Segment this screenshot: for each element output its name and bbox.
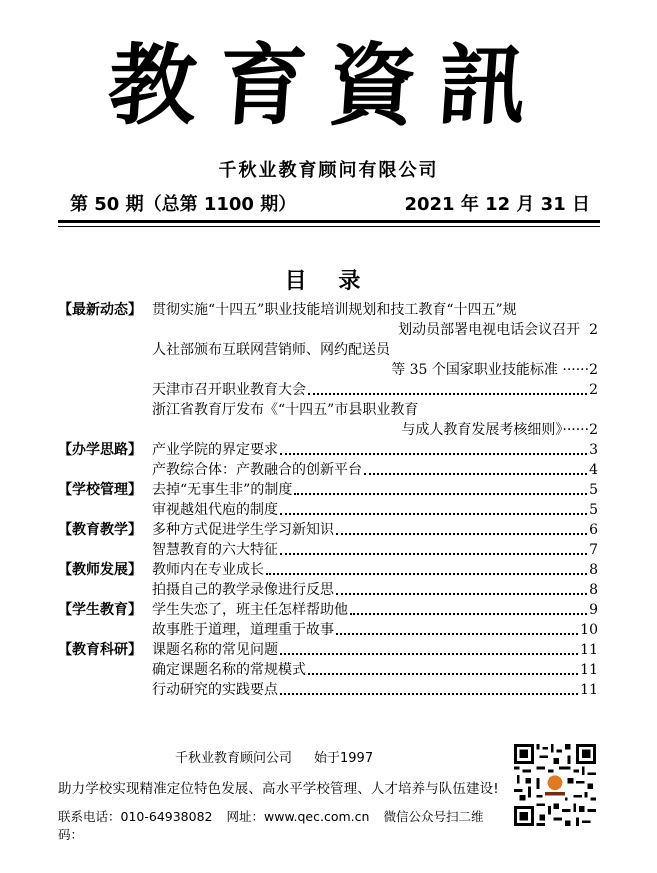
toc-item[interactable]	[152, 500, 598, 520]
toc-item-title: 学生失恋了，班主任怎样帮助他	[152, 602, 348, 618]
toc-category: 【学生教育】	[58, 602, 142, 618]
toc-item-title: 课题名称的常见问题	[152, 642, 278, 658]
toc-item-title: 去掉“无事生非”的制度	[152, 482, 293, 498]
footer-slogan: 助力学校实现精准定位特色发展、高水平学校管理、人才培养与队伍建设!	[58, 781, 499, 797]
toc-item[interactable]	[152, 560, 598, 580]
toc-item[interactable]	[152, 480, 598, 500]
masthead-title: 教育資訊	[104, 33, 553, 137]
toc-page: 2	[589, 422, 598, 438]
toc-page: 11	[580, 682, 598, 698]
toc-item-title: 天津市召开职业教育大会	[152, 382, 306, 398]
toc-item[interactable]	[152, 680, 598, 700]
toc-row	[58, 640, 598, 660]
toc-page: 2	[589, 322, 598, 338]
toc-row	[58, 480, 598, 500]
toc-title: 目 录	[284, 269, 373, 294]
toc-item[interactable]	[152, 600, 598, 620]
toc-item[interactable]	[152, 580, 598, 600]
toc-item[interactable]	[152, 540, 598, 560]
toc-category: 【最新动态】	[58, 302, 142, 318]
header-rule-thin	[58, 226, 600, 227]
toc-item[interactable]	[152, 460, 598, 480]
toc-page: 4	[589, 462, 598, 478]
toc-page: 2	[589, 362, 598, 378]
toc-page: 8	[589, 562, 598, 578]
footer-company: 千秋业教育顾问公司	[175, 751, 293, 766]
toc-row	[58, 360, 598, 380]
toc-category: 【办学思路】	[58, 442, 142, 458]
toc-page: 5	[589, 482, 598, 498]
toc-page: 5	[589, 502, 598, 518]
issue-number: 第 50 期（总第 1100 期）	[70, 194, 297, 215]
header-rule-thick	[58, 220, 600, 223]
toc-item-title: 行动研究的实践要点	[152, 682, 278, 698]
company-name: 千秋业教育顾问有限公司	[218, 160, 439, 181]
toc-category: 【教育教学】	[58, 522, 142, 538]
toc-page: 6	[589, 522, 598, 538]
toc-page: 8	[589, 582, 598, 598]
toc-item-title: 多种方式促进学生学习新知识	[152, 522, 334, 538]
toc-item-title: 拍摄自己的教学录像进行反思	[152, 582, 334, 598]
toc-row	[58, 340, 598, 360]
toc-row	[58, 600, 598, 620]
toc-item-title[interactable]: 划动员部署电视电话会议召开 2	[398, 322, 598, 338]
toc-item-title: 审视越俎代庖的制度	[152, 502, 278, 518]
toc-row	[58, 660, 598, 680]
footer-established: 始于1997	[314, 751, 374, 766]
toc-item-title[interactable]: 等 35 个国家职业技能标准 ······2	[391, 362, 598, 378]
toc-row	[58, 440, 598, 460]
toc-page: 9	[589, 602, 598, 618]
toc-row	[58, 680, 598, 700]
toc-row	[58, 520, 598, 540]
toc-row	[58, 620, 598, 640]
toc-item-title: 产教综合体：产教融合的创新平台	[152, 462, 362, 478]
toc-category: 【教育科研】	[58, 642, 142, 658]
toc-item[interactable]	[152, 380, 598, 400]
footer-company-line	[175, 747, 373, 766]
toc-page: 10	[580, 622, 598, 638]
toc-row	[58, 500, 598, 520]
toc-page: 3	[589, 442, 598, 458]
toc-page: 7	[589, 542, 598, 558]
toc-row	[58, 400, 598, 420]
table-of-contents	[58, 300, 598, 700]
footer-contact-line	[58, 807, 508, 843]
toc-row	[58, 300, 598, 320]
toc-item[interactable]	[152, 520, 598, 540]
toc-item-title[interactable]: 贯彻实施“十四五”职业技能培训规划和技工教育“十四五”规	[152, 302, 517, 318]
toc-item[interactable]	[152, 640, 598, 660]
toc-row	[58, 540, 598, 560]
toc-row	[58, 460, 598, 480]
toc-row	[58, 560, 598, 580]
toc-item[interactable]	[152, 620, 598, 640]
footer-website[interactable]: 网址：www.qec.com.cn	[226, 809, 370, 824]
toc-category: 【教师发展】	[58, 562, 142, 578]
toc-item-title[interactable]: 人社部颁布互联网营销师、网约配送员	[152, 342, 390, 358]
toc-item[interactable]	[152, 660, 598, 680]
toc-item-title[interactable]: 与成人教育发展考核细则》······2	[401, 422, 598, 438]
toc-item-title: 确定课题名称的常规模式	[152, 662, 306, 678]
toc-page: 2	[589, 382, 598, 398]
toc-row	[58, 580, 598, 600]
toc-page: 11	[580, 642, 598, 658]
issue-row	[70, 190, 590, 216]
wechat-qr-code-icon[interactable]	[514, 744, 596, 826]
footer-wechat: 微信公众号扫二维码：	[58, 809, 484, 842]
issue-date: 2021 年 12 月 31 日	[404, 194, 590, 215]
toc-item-title: 产业学院的界定要求	[152, 442, 278, 458]
toc-item-title: 故事胜于道理，道理重于故事	[152, 622, 334, 638]
toc-item[interactable]	[152, 440, 598, 460]
toc-item-title: 智慧教育的六大特征	[152, 542, 278, 558]
toc-item-title[interactable]: 浙江省教育厅发布《“十四五”市县职业教育	[152, 402, 419, 418]
toc-item-title: 教师内在专业成长	[152, 562, 264, 578]
toc-page: 11	[580, 662, 598, 678]
footer-phone: 联系电话：010-64938082	[58, 809, 213, 824]
toc-category: 【学校管理】	[58, 482, 142, 498]
toc-row	[58, 320, 598, 340]
toc-row	[58, 380, 598, 400]
toc-row	[58, 420, 598, 440]
